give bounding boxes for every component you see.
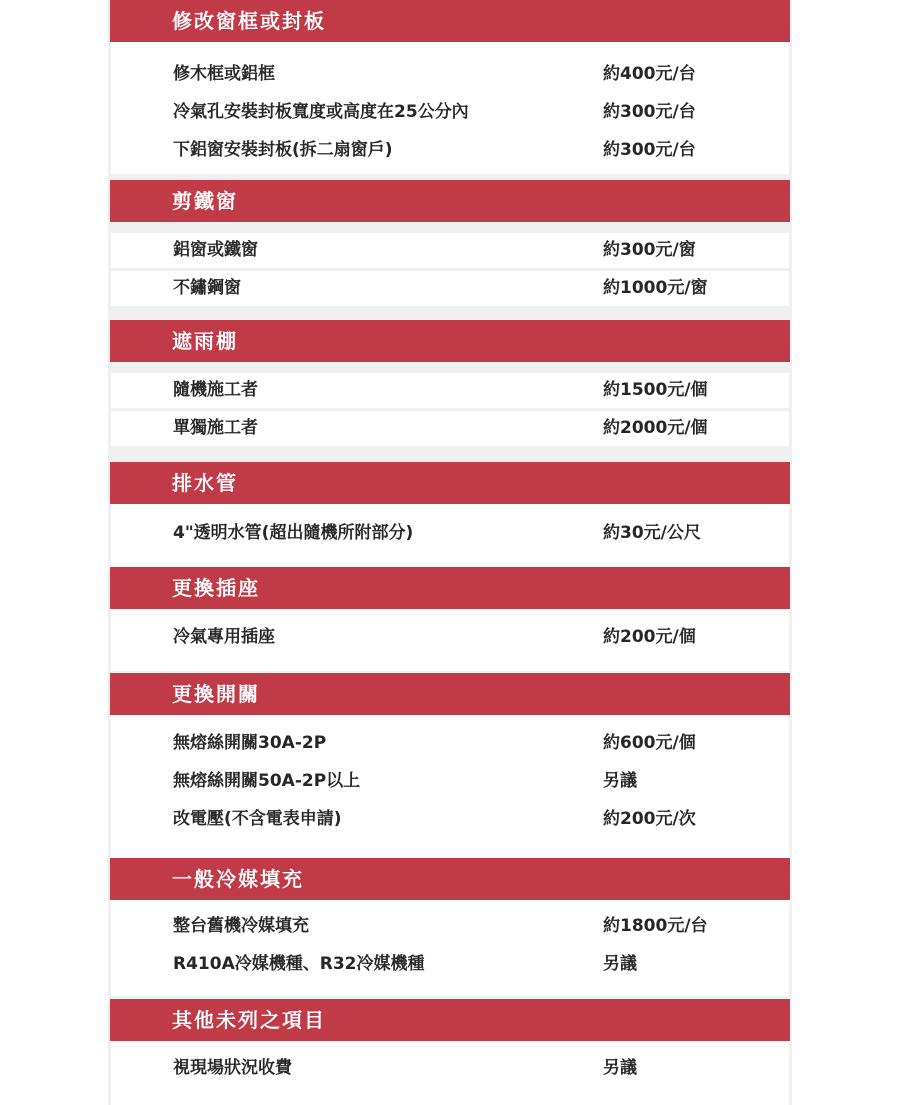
item-label: 單獨施工者: [173, 418, 258, 438]
table-row: [111, 233, 789, 268]
section-awning: [108, 320, 792, 438]
item-price: 約600元/個: [603, 733, 696, 753]
section-modify-window-frame: [108, 0, 792, 160]
section-drain-pipe: [108, 462, 792, 543]
price-sheet: [108, 0, 792, 1105]
table-row: [111, 271, 789, 306]
table-row: [111, 373, 789, 408]
item-label: 冷氣專用插座: [173, 627, 275, 647]
item-label: 整台舊機冷媒填充: [173, 916, 309, 936]
item-label: 4"透明水管(超出隨機所附部分): [173, 523, 414, 543]
section-header: 修改窗框或封板: [110, 0, 790, 42]
table-row: [111, 95, 789, 130]
section-header: 遮雨棚: [110, 320, 790, 362]
section-header: 更換開關: [110, 673, 790, 715]
item-price: 約30元/公尺: [603, 523, 701, 543]
item-label: 視現場狀況收費: [173, 1058, 292, 1078]
section-header: 剪鐵窗: [110, 180, 790, 222]
table-row: [111, 726, 789, 761]
item-price: 約300元/台: [603, 102, 696, 122]
table-row: [111, 909, 789, 944]
item-label: 無熔絲開關30A-2P: [173, 733, 327, 753]
section-header: 其他未列之項目: [110, 999, 790, 1041]
section-refrigerant-refill: [108, 858, 792, 974]
table-row: [111, 133, 789, 168]
item-price: 約2000元/個: [603, 418, 708, 438]
section-header: 更換插座: [110, 567, 790, 609]
item-price: 約200元/個: [603, 627, 696, 647]
item-price: 約1000元/窗: [603, 278, 708, 298]
item-label: 無熔絲開關50A-2P以上: [173, 771, 361, 791]
section-other-items: [108, 999, 792, 1078]
item-price: 另議: [603, 1058, 637, 1078]
table-row: [111, 57, 789, 92]
item-label: 不鏽鋼窗: [173, 278, 241, 298]
item-price: 約200元/次: [603, 809, 696, 829]
item-label: 冷氣孔安裝封板寬度或高度在25公分內: [173, 102, 469, 122]
item-label: 下鋁窗安裝封板(拆二扇窗戶): [173, 140, 393, 160]
table-row: [111, 620, 789, 655]
table-row: [111, 1051, 789, 1086]
item-price: 約1800元/台: [603, 916, 708, 936]
item-label: R410A冷媒機種、R32冷媒機種: [173, 954, 425, 974]
item-label: 改電壓(不含電表申請): [173, 809, 342, 829]
item-price: 約300元/台: [603, 140, 696, 160]
item-price: 約1500元/個: [603, 380, 708, 400]
table-row: [111, 802, 789, 837]
section-header: 一般冷媒填充: [110, 858, 790, 900]
section-replace-socket: [108, 567, 792, 647]
item-price: 約300元/窗: [603, 240, 696, 260]
table-row: [111, 516, 789, 551]
item-label: 鋁窗或鐵窗: [173, 240, 258, 260]
item-price: 另議: [603, 771, 637, 791]
section-replace-switch: [108, 673, 792, 829]
section-cut-iron-window: [108, 180, 792, 298]
section-header: 排水管: [110, 462, 790, 504]
table-row: [111, 764, 789, 799]
table-row: [111, 411, 789, 446]
item-label: 修木框或鋁框: [173, 64, 275, 84]
table-row: [111, 947, 789, 982]
item-price: 約400元/台: [603, 64, 696, 84]
item-price: 另議: [603, 954, 637, 974]
item-label: 隨機施工者: [173, 380, 258, 400]
